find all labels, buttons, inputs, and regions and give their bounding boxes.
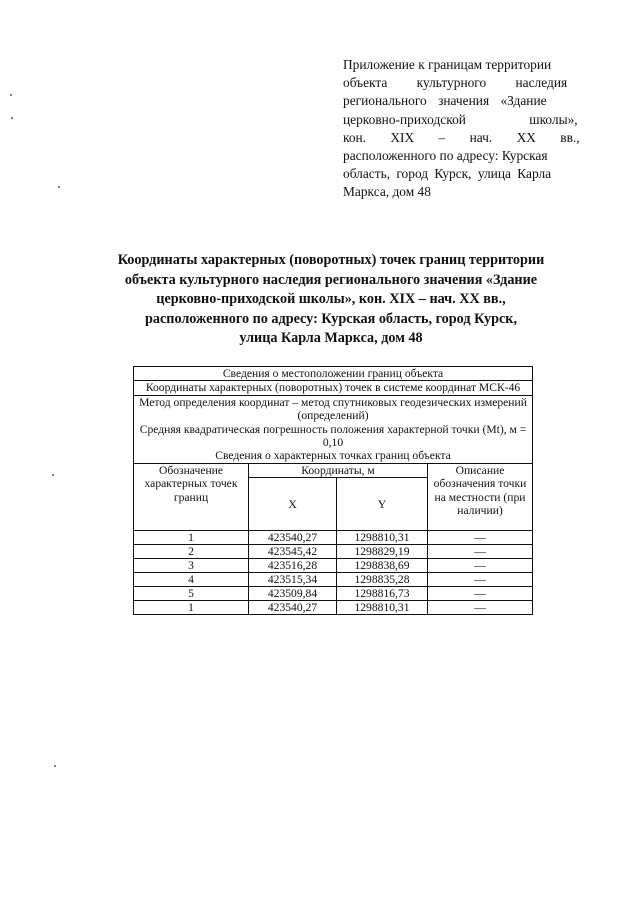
point-cell: 5 bbox=[134, 587, 249, 601]
y-cell: 1298816,73 bbox=[337, 587, 428, 601]
col-header-desc: Описание обозначения точки на местности (при наличии) bbox=[428, 463, 533, 530]
method-text: Метод определения координат – метод спутниковых геодезических измерений (определений) bbox=[139, 395, 527, 423]
point-cell: 4 bbox=[134, 573, 249, 587]
coordinates-table bbox=[133, 366, 533, 615]
document-title bbox=[100, 251, 562, 349]
y-cell: 1298838,69 bbox=[337, 559, 428, 573]
col-header-coords bbox=[249, 463, 428, 477]
desc-cell: — bbox=[428, 573, 533, 587]
scan-speck bbox=[58, 186, 60, 188]
point-cell: 3 bbox=[134, 559, 249, 573]
y-cell: 1298835,28 bbox=[337, 573, 428, 587]
title-line: расположенного по адресу: Курская область, город Курск, bbox=[144, 310, 518, 327]
appendix-line: расположенного по адресу: Курская bbox=[343, 148, 548, 164]
x-cell: 423515,34 bbox=[249, 573, 337, 587]
x-cell: 423545,42 bbox=[249, 545, 337, 559]
column-header-row bbox=[134, 463, 533, 477]
x-cell: 423509,84 bbox=[249, 587, 337, 601]
desc-cell: — bbox=[428, 559, 533, 573]
table-row bbox=[134, 545, 533, 559]
table-row bbox=[134, 587, 533, 601]
x-cell: 423540,27 bbox=[249, 601, 337, 615]
col-header-x: X bbox=[249, 478, 337, 531]
title-line: улица Карла Маркса, дом 48 bbox=[239, 330, 423, 347]
desc-cell: — bbox=[428, 601, 533, 615]
desc-cell: — bbox=[428, 531, 533, 545]
col-header-coords-text: Координаты, м bbox=[301, 463, 375, 477]
method-cell bbox=[134, 395, 533, 463]
appendix-line: регионального значения «Здание bbox=[343, 93, 547, 109]
table-row bbox=[134, 601, 533, 615]
location-info-cell: Сведения о местоположении границ объекта bbox=[134, 367, 533, 381]
desc-cell: — bbox=[428, 545, 533, 559]
scan-speck bbox=[11, 117, 13, 119]
appendix-line: церковно-приходской школы», bbox=[343, 111, 578, 127]
desc-cell: — bbox=[428, 587, 533, 601]
x-cell: 423540,27 bbox=[249, 531, 337, 545]
location-info-row bbox=[134, 367, 533, 381]
method-row bbox=[134, 395, 533, 463]
point-cell: 1 bbox=[134, 531, 249, 545]
appendix-line: Приложение к границам территории bbox=[343, 57, 552, 72]
appendix-line: область, город Курск, улица Карла bbox=[343, 166, 552, 182]
scan-speck bbox=[54, 765, 56, 767]
point-cell: 1 bbox=[134, 601, 249, 615]
y-cell: 1298829,19 bbox=[337, 545, 428, 559]
title-line: Координаты характерных (поворотных) точек границ территории bbox=[117, 252, 545, 268]
table-row bbox=[134, 531, 533, 545]
title-line: церковно-приходской школы», кон. XIX – нач. XX вв., bbox=[156, 291, 506, 308]
appendix-line: Маркса, дом 48 bbox=[343, 184, 431, 200]
title-line: объекта культурного наследия регионального значения «Здание bbox=[124, 271, 538, 288]
col-header-y: Y bbox=[337, 478, 428, 531]
points-info-text: Сведения о характерных точках границ объекта bbox=[215, 449, 451, 463]
col-header-point: Обозначение характерных точек границ bbox=[134, 463, 249, 530]
appendix-line: кон. XIX – нач. XX вв., bbox=[343, 129, 580, 145]
appendix-line: объекта культурного наследия bbox=[343, 75, 568, 91]
appendix-note bbox=[343, 56, 580, 202]
table-row bbox=[134, 559, 533, 573]
scan-speck bbox=[52, 474, 54, 476]
accuracy-text: Средняя квадратическая погрешность положения характерной точки (Mt), м = 0,10 bbox=[139, 422, 527, 450]
y-cell: 1298810,31 bbox=[337, 601, 428, 615]
coord-system-cell: Координаты характерных (поворотных) точек в системе координат МСК-46 bbox=[134, 381, 533, 395]
scan-speck bbox=[10, 94, 12, 96]
y-cell: 1298810,31 bbox=[337, 531, 428, 545]
coord-system-row bbox=[134, 381, 533, 395]
point-cell: 2 bbox=[134, 545, 249, 559]
x-cell: 423516,28 bbox=[249, 559, 337, 573]
table-row bbox=[134, 573, 533, 587]
